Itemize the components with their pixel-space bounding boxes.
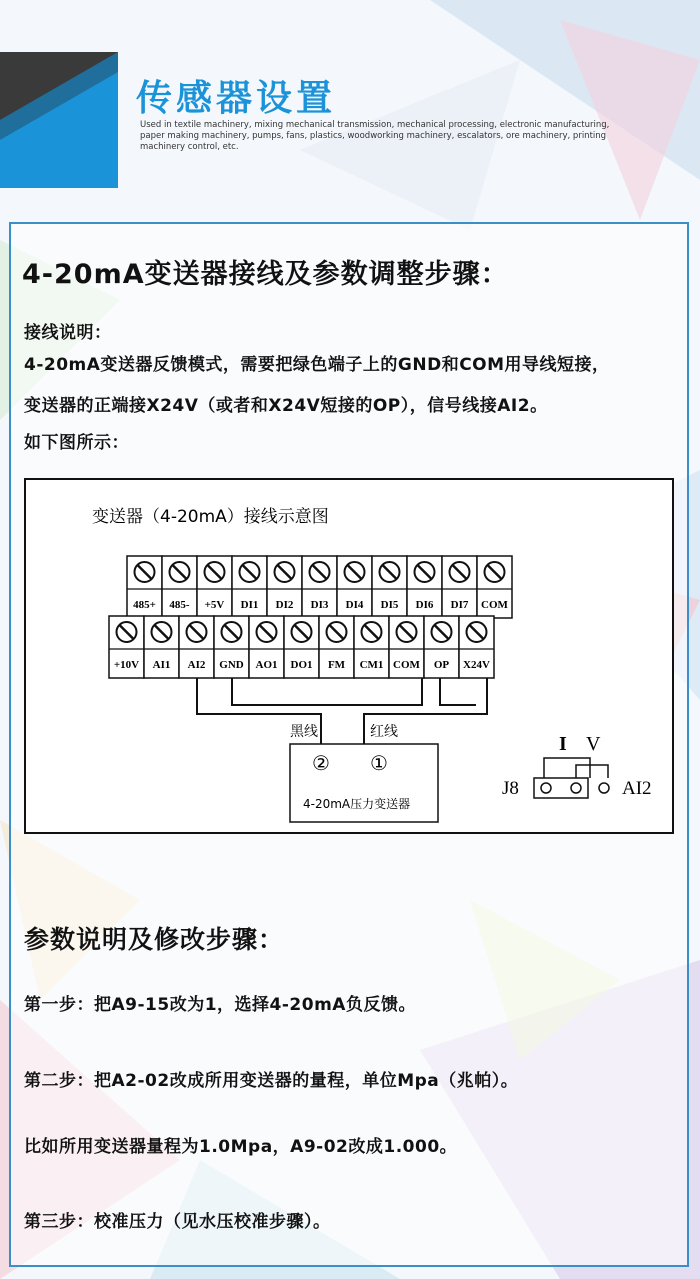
terminal-label: AO1 <box>255 659 278 671</box>
terminal-top_terminals-4 <box>267 556 302 618</box>
terminal-top_terminals-1 <box>162 556 197 618</box>
terminal-bottom_terminals-9 <box>424 616 459 678</box>
terminal-top_terminals-2 <box>197 556 232 618</box>
terminal-top_terminals-6 <box>337 556 372 618</box>
terminal-bottom_terminals-7 <box>354 616 389 678</box>
terminal-bottom_terminals-5 <box>284 616 319 678</box>
terminal-label: DO1 <box>290 659 313 671</box>
transmitter-pin-1: ① <box>370 751 388 775</box>
page-subtitle: Used in textile machinery, mixing mechanical transmission, mechanical processing, electronic manufacturing, paper making machinery, pumps, fans, plastics, woodworking machinery, escalators, ore machinery, printing machinery control, etc. <box>140 120 610 152</box>
diagram-title: 变送器（4-20mA）接线示意图 <box>92 507 329 527</box>
terminal-label: DI5 <box>380 599 399 611</box>
terminal-bottom_terminals-6 <box>319 616 354 678</box>
jumper-name: J8 <box>502 778 519 799</box>
bottom-terminal-row <box>109 616 494 678</box>
terminal-label: COM <box>393 659 420 671</box>
terminal-label: DI7 <box>450 599 469 611</box>
wiring-line-2: 变送器的正端接X24V（或者和X24V短接的OP），信号线接AI2。 <box>24 396 548 416</box>
terminal-top_terminals-7 <box>372 556 407 618</box>
red-wire-label: 红线 <box>370 724 398 740</box>
section2-heading: 参数说明及修改步骤： <box>24 925 285 954</box>
example-text: 比如所用变送器量程为1.0Mpa，A9-02改成1.000。 <box>24 1137 458 1157</box>
terminal-label: DI2 <box>275 599 294 611</box>
transmitter-label: 4-20mA压力变送器 <box>303 797 411 811</box>
step-2: 第二步：把A2-02改成所用变送器的量程，单位Mpa（兆帕）。 <box>24 1071 519 1091</box>
terminal-bottom_terminals-4 <box>249 616 284 678</box>
terminal-label: OP <box>433 659 450 671</box>
terminal-label: COM <box>481 599 508 611</box>
section1-heading: 4-20mA变送器接线及参数调整步骤： <box>22 259 509 290</box>
terminal-label: AI1 <box>152 659 171 671</box>
page-title: 传感器设置 <box>136 78 337 119</box>
wiring-label: 接线说明： <box>24 323 112 343</box>
terminal-top_terminals-10 <box>477 556 512 618</box>
terminal-label: +5V <box>204 599 225 611</box>
terminal-top_terminals-0 <box>127 556 162 618</box>
terminal-label: GND <box>219 659 244 671</box>
terminal-bottom_terminals-3 <box>214 616 249 678</box>
terminal-label: CM1 <box>359 659 384 671</box>
black-wire-label: 黑线 <box>290 724 318 740</box>
step-1: 第一步：把A9-15改为1，选择4-20mA负反馈。 <box>24 995 416 1015</box>
jumper-v-label: V <box>586 733 601 755</box>
wiring-line-3: 如下图所示： <box>24 433 129 453</box>
terminal-top_terminals-3 <box>232 556 267 618</box>
wiring-diagram <box>24 478 674 834</box>
jumper-target: AI2 <box>622 778 652 799</box>
terminal-label: DI3 <box>310 599 329 611</box>
terminal-label: 485+ <box>133 599 156 611</box>
terminal-bottom_terminals-2 <box>179 616 214 678</box>
terminal-label: DI1 <box>240 599 259 611</box>
terminal-label: DI6 <box>415 599 434 611</box>
step-3: 第三步：校准压力（见水压校准步骤）。 <box>24 1212 331 1232</box>
terminal-label: +10V <box>113 659 140 671</box>
terminal-label: X24V <box>463 659 490 671</box>
terminal-label: AI2 <box>187 659 206 671</box>
header-dark-wedge <box>0 0 130 200</box>
terminal-label: 485- <box>169 599 190 611</box>
terminal-top_terminals-8 <box>407 556 442 618</box>
terminal-top_terminals-9 <box>442 556 477 618</box>
wiring-line-1: 4-20mA变送器反馈模式，需要把绿色端子上的GND和COM用导线短接， <box>24 355 610 375</box>
terminal-top_terminals-5 <box>302 556 337 618</box>
terminal-bottom_terminals-8 <box>389 616 424 678</box>
jumper-i-label: I <box>559 733 567 755</box>
terminal-bottom_terminals-1 <box>144 616 179 678</box>
terminal-bottom_terminals-0 <box>109 616 144 678</box>
terminal-label: FM <box>327 659 346 671</box>
transmitter-pin-2: ② <box>312 751 330 775</box>
top-terminal-row <box>127 556 512 618</box>
terminal-bottom_terminals-10 <box>459 616 494 678</box>
terminal-label: DI4 <box>345 599 364 611</box>
